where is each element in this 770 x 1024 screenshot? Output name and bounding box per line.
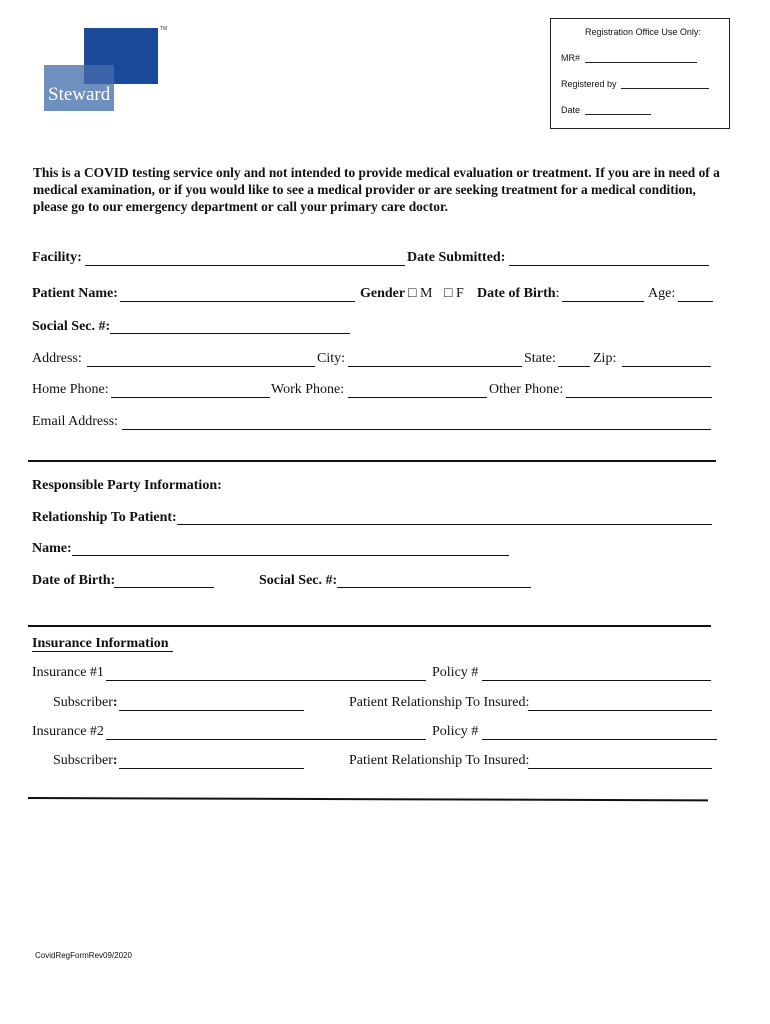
ssn-label: Social Sec. #:	[32, 319, 111, 334]
state-label: State:	[524, 351, 556, 366]
patient-name-field[interactable]	[120, 301, 355, 302]
state-field[interactable]	[558, 366, 590, 367]
responsible-dob-field[interactable]	[114, 587, 214, 588]
office-date-label: Date	[561, 105, 581, 115]
responsible-name-field[interactable]	[72, 555, 509, 556]
email-field[interactable]	[122, 429, 711, 430]
policy1-field[interactable]	[482, 680, 711, 681]
section-divider-1	[28, 460, 716, 462]
responsible-dob-label: Date of Birth:	[32, 573, 116, 588]
address-label: Address:	[32, 351, 82, 366]
subscriber1-field[interactable]	[119, 710, 304, 711]
registered-by-field[interactable]	[621, 79, 709, 89]
relationship1-label: Patient Relationship To Insured:	[349, 695, 530, 710]
logo-square-overlap	[84, 65, 114, 84]
insurance-heading: Insurance Information	[32, 636, 173, 652]
age-field[interactable]	[678, 301, 713, 302]
facility-field[interactable]	[85, 265, 405, 266]
insurance2-label: Insurance #2	[32, 724, 104, 739]
office-registered-row	[561, 79, 709, 89]
subscriber2-row	[53, 753, 118, 769]
work-phone-field[interactable]	[348, 397, 487, 398]
patient-dob-label: Date of Birth	[477, 286, 556, 301]
gender-label: Gender	[360, 286, 406, 301]
subscriber1-colon: :	[112, 695, 118, 710]
patient-dob-row	[477, 286, 559, 302]
subscriber2-field[interactable]	[119, 768, 304, 769]
subscriber1-label: Subscriber	[53, 695, 113, 710]
office-date-row	[561, 105, 651, 115]
relationship-field[interactable]	[177, 524, 712, 525]
city-field[interactable]	[348, 366, 522, 367]
relationship1-field[interactable]	[528, 710, 712, 711]
responsible-name-label: Name:	[32, 541, 72, 556]
responsible-ssn-field[interactable]	[337, 587, 531, 588]
form-revision: CovidRegFormRev09/2020	[35, 951, 132, 960]
home-phone-label: Home Phone:	[32, 382, 109, 397]
age-label: Age:	[648, 286, 676, 301]
section-divider-2	[28, 625, 711, 627]
other-phone-field[interactable]	[566, 397, 712, 398]
zip-field[interactable]	[622, 366, 711, 367]
office-date-field[interactable]	[585, 105, 651, 115]
patient-dob-colon: :	[555, 286, 560, 301]
responsible-party-heading: Responsible Party Information:	[32, 478, 222, 493]
email-label: Email Address:	[32, 414, 118, 429]
other-phone-label: Other Phone:	[489, 382, 564, 397]
steward-logo	[36, 18, 168, 116]
insurance2-field[interactable]	[106, 739, 426, 740]
registered-by-label: Registered by	[561, 79, 617, 89]
date-submitted-label: Date Submitted:	[407, 250, 506, 265]
logo-wordmark: Steward	[48, 84, 111, 105]
work-phone-label: Work Phone:	[271, 382, 345, 397]
section-divider-3	[28, 797, 708, 801]
relationship-label: Relationship To Patient:	[32, 510, 177, 525]
insurance1-field[interactable]	[106, 680, 426, 681]
address-field[interactable]	[87, 366, 315, 367]
gender-female-checkbox[interactable]: □ F	[444, 286, 464, 301]
patient-dob-field[interactable]	[562, 301, 644, 302]
date-submitted-field[interactable]	[509, 265, 709, 266]
subscriber2-label: Subscriber	[53, 753, 113, 768]
city-label: City:	[317, 351, 346, 366]
responsible-ssn-label: Social Sec. #:	[259, 573, 338, 588]
facility-label: Facility:	[32, 250, 82, 265]
subscriber2-colon: :	[112, 753, 118, 768]
covid-disclaimer: This is a COVID testing service only and not intended to provide medical evaluation or treatment. If you are in need of a medical examination, or if you would like to see a medical provider or are seeking treatment for a medical condition, please go to our emergency department or call your primary care doctor.	[33, 165, 720, 214]
office-mr-row	[561, 53, 697, 63]
logo-trademark: TM	[160, 26, 168, 32]
mr-field[interactable]	[585, 53, 697, 63]
gender-male-checkbox[interactable]: □ M	[408, 286, 433, 301]
relationship2-label: Patient Relationship To Insured:	[349, 753, 530, 768]
registration-office-box	[550, 18, 730, 129]
relationship2-field[interactable]	[528, 768, 712, 769]
zip-label: Zip:	[593, 351, 617, 366]
subscriber1-row	[53, 695, 118, 711]
policy1-label: Policy #	[432, 665, 479, 680]
patient-name-label: Patient Name:	[32, 286, 118, 301]
insurance1-label: Insurance #1	[32, 665, 104, 680]
policy2-field[interactable]	[482, 739, 717, 740]
office-title: Registration Office Use Only:	[585, 27, 701, 37]
mr-label: MR#	[561, 53, 581, 63]
home-phone-field[interactable]	[111, 397, 270, 398]
ssn-field[interactable]	[110, 333, 350, 334]
policy2-label: Policy #	[432, 724, 479, 739]
